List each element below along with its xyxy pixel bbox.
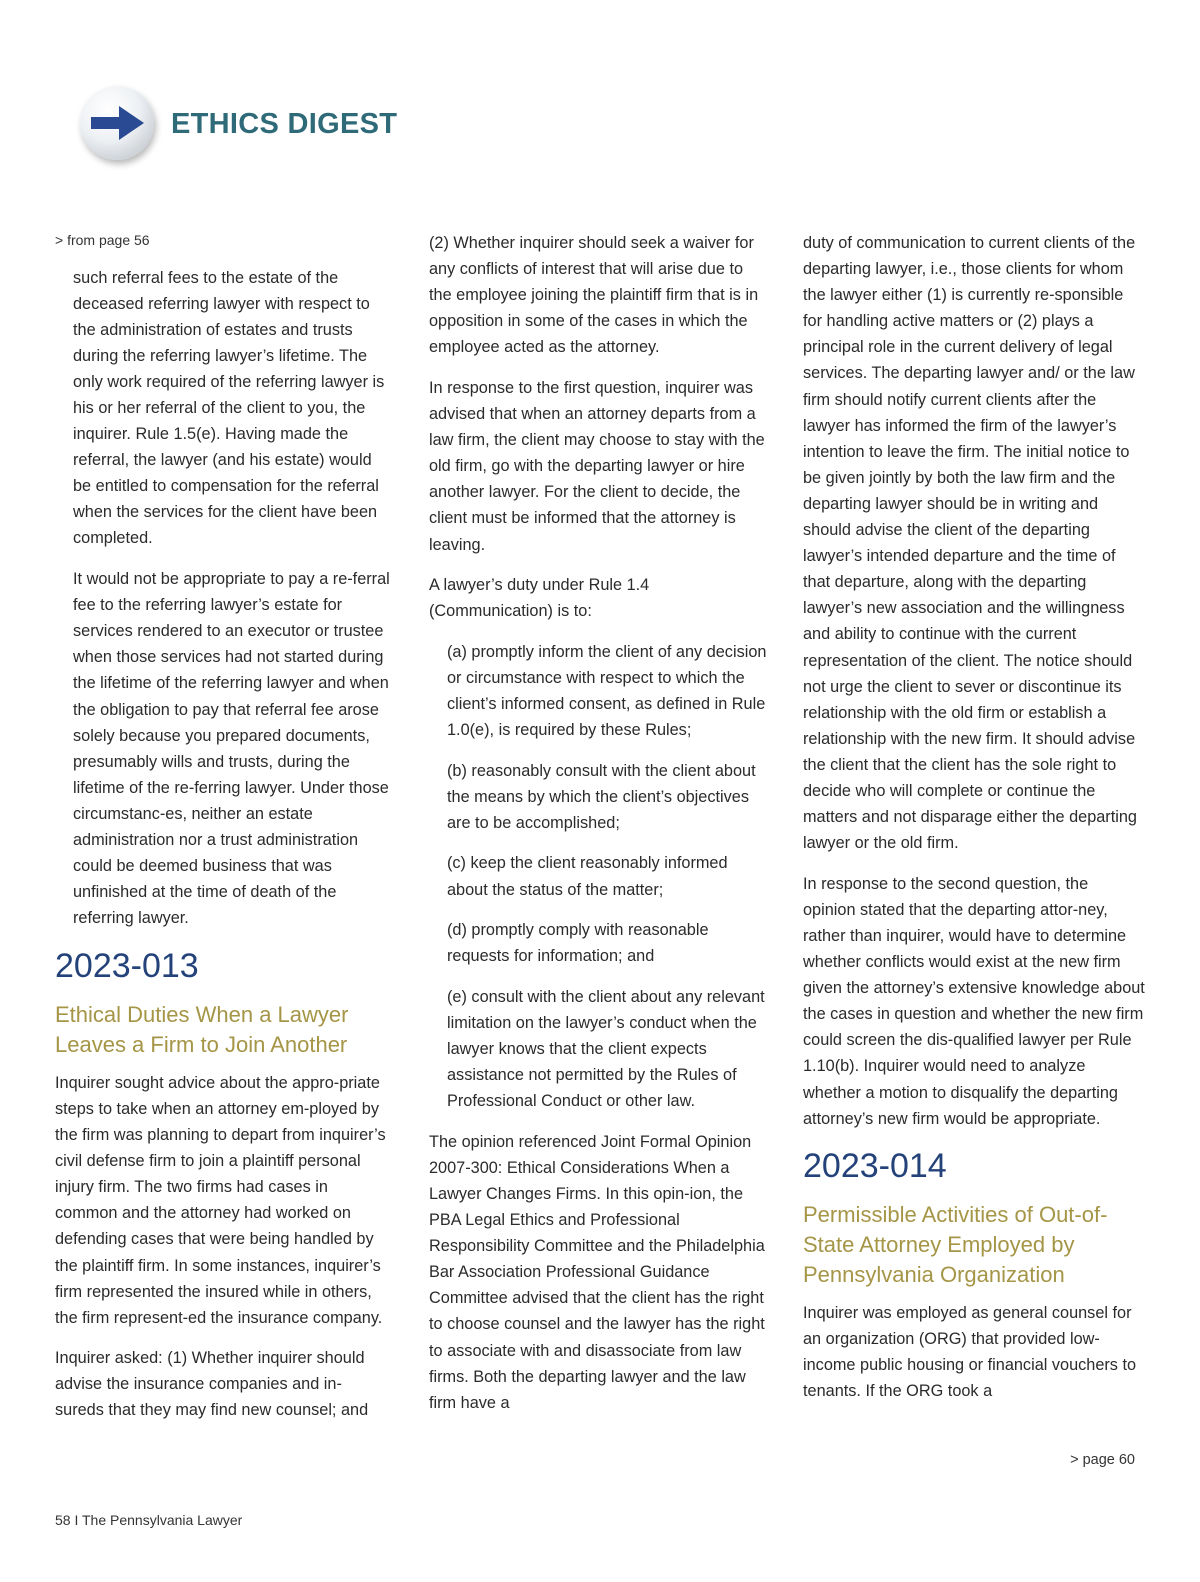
column-2 [429, 230, 769, 1430]
logo-badge [80, 86, 154, 160]
paragraph: It would not be appropriate to pay a re-ferral fee to the referring lawyer’s estate for services rendered to an executor or trustee when those services had not started during the lifetime of the referring lawyer and when the obligation to pay that referral fee arose solely because you prepared documents, presumably wills and trusts, during the lifetime of the re-ferring lawyer. Under those circumstanc-es, neither an estate administration nor a trust administration could be deemed business that was unfinished at the time of death of the referring lawyer. [73, 570, 390, 928]
header [80, 86, 680, 166]
right-arrow-icon [89, 102, 147, 144]
opinion-title: Permissible Activities of Out-of-State Attorney Employed by Pennsylvania Organization [803, 1202, 1108, 1288]
publication-name: The Pennsylvania Lawyer [82, 1512, 243, 1528]
page-footer [55, 1512, 242, 1528]
paragraph: (2) Whether inquirer should seek a waiver for any conflicts of interest that will arise due to the employee joining the plaintiff firm that is in opposition in some of the cases in which the employee acted as the attorney. [429, 234, 759, 357]
paragraph: The opinion referenced Joint Formal Opinion 2007-300: Ethical Considerations When a Lawyer Changes Firms. In this opin-ion, the PBA Legal Ethics and Professional Responsibility Committee and the Philadelphia Bar Association Professional Guidance Committee advised that the client has the right to choose counsel and the lawyer has the right to associate with and disassociate from law firms. Both the departing lawyer and the law firm have a [429, 1132, 765, 1412]
paragraph: duty of communication to current clients of the departing lawyer, i.e., those clients for whom the lawyer either (1) is currently re-sponsible for handling active matters or (2) plays a principal role in the current delivery of legal services. The departing lawyer and/ or the law firm should notify current clients after the lawyer has informed the firm of the lawyer’s intention to leave the firm. The initial notice to be given jointly by both the law firm and the departing lawyer should be in writing and should advise the client of the departing lawyer’s intended departure and the time of that departure, along with the departing lawyer’s new association and the willingness and ability to continue with the current representation of the client. The notice should not urge the client to sever or discontinue its relationship with the old firm or establish a relationship with the new firm. It should advise the client that the client has the sole right to decide who will complete or continue the matters and not disparage either the departing lawyer or the old firm. [803, 234, 1137, 853]
paragraph: A lawyer’s duty under Rule 1.4 (Communication) is to: [429, 576, 650, 621]
paragraph: Inquirer was employed as general counsel for an organization (ORG) that provided low-income public housing or financial vouchers to tenants. If the ORG took a [803, 1304, 1137, 1401]
column-1 [55, 230, 390, 1438]
continued-from-label: > from page 56 [55, 232, 150, 248]
section-title: ETHICS DIGEST [171, 108, 398, 140]
rule-list-item: (d) promptly comply with reasonable requests for information; and [447, 921, 709, 966]
rule-list-item: (c) keep the client reasonably informed about the status of the matter; [447, 854, 728, 899]
paragraph: such referral fees to the estate of the deceased referring lawyer with respect to the administration of estates and trusts during the referring lawyer’s lifetime. The only work required of the referring lawyer is his or her referral of the client to you, the inquirer. Rule 1.5(e). Having made the referral, the lawyer (and his estate) would be entitled to compensation for the referral when the services for the client have been completed. [73, 268, 385, 548]
paragraph: In response to the second question, the opinion stated that the departing attor-ney, rather than inquirer, would have to determine whether conflicts would exist at the new firm given the attorney’s extensive knowledge about the cases in question and whether the new firm could screen the dis-qualified lawyer per Rule 1.10(b). Inquirer would need to analyze whether a motion to disqualify the departing attorney’s new firm would be appropriate. [803, 874, 1145, 1128]
rule-list-item: (e) consult with the client about any relevant limitation on the lawyer’s conduct when the lawyer knows that the client expects assistance not permitted by the Rules of Professional Conduct or other law. [447, 987, 765, 1111]
opinion-number: 2023-014 [803, 1147, 947, 1186]
paragraph: Inquirer asked: (1) Whether inquirer should advise the insurance companies and in-sureds that they may find new counsel; and [55, 1349, 369, 1420]
footer-separator: I [74, 1512, 79, 1528]
opinion-title: Ethical Duties When a Lawyer Leaves a Firm to Join Another [55, 1001, 349, 1057]
continued-on-label: > page 60 [1070, 1452, 1135, 1468]
rule-list-item: (a) promptly inform the client of any decision or circumstance with respect to which the client’s informed consent, as defined in Rule 1.0(e), is required by these Rules; [447, 642, 767, 740]
paragraph: Inquirer sought advice about the appro-priate steps to take when an attorney em-ployed by the firm was planning to depart from inquirer’s civil defense firm to join a plaintiff personal injury firm. The two firms had cases in common and the attorney had worked on defending cases that were being handled by the plaintiff firm. In some instances, inquirer’s firm represented the insured while in others, the firm represent-ed the insurance company. [55, 1073, 386, 1327]
paragraph: In response to the first question, inquirer was advised that when an attorney departs from a law firm, the client may choose to stay with the old firm, go with the departing lawyer or hire another lawyer. For the client to decide, the client must be informed that the attorney is leaving. [429, 378, 765, 554]
rule-list-item: (b) reasonably consult with the client about the means by which the client’s objectives are to be accomplished; [447, 761, 756, 832]
opinion-number: 2023-013 [55, 946, 199, 985]
page-number: 58 [55, 1512, 71, 1528]
column-3 [803, 230, 1145, 1419]
